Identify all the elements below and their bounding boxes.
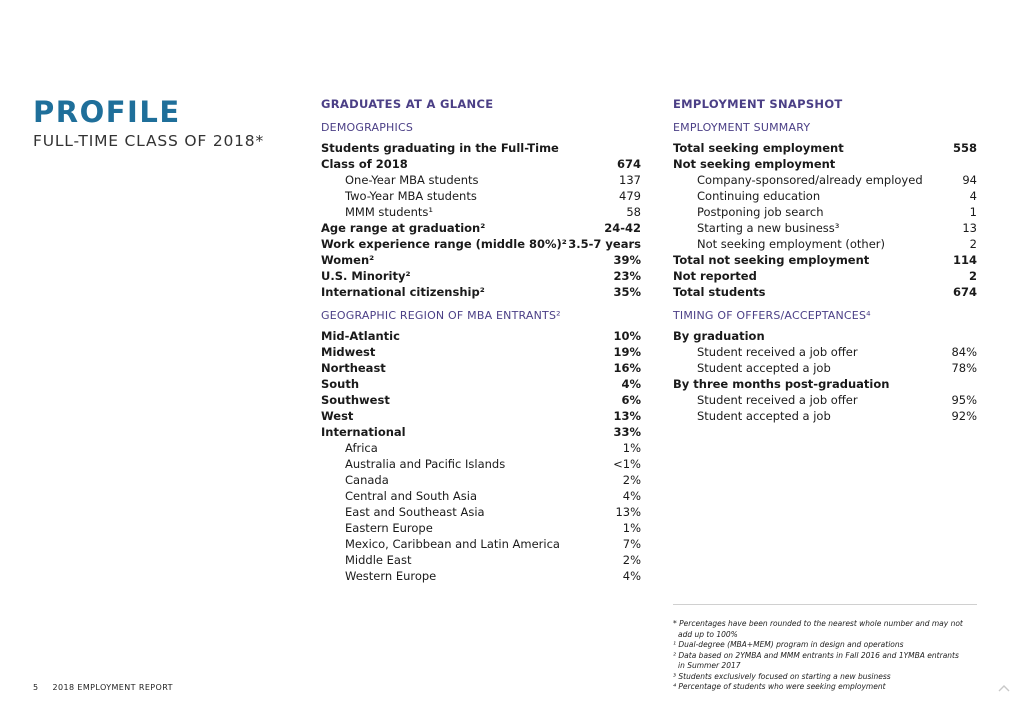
row-label: One-Year MBA students <box>345 173 479 187</box>
row-value: 23% <box>613 269 641 283</box>
table-row <box>321 252 641 268</box>
table-row <box>321 220 641 236</box>
table-row <box>321 424 641 440</box>
row-value: 1% <box>622 521 641 535</box>
row-label: Student accepted a job <box>697 409 831 423</box>
row-label: Northeast <box>321 361 386 375</box>
table-row <box>321 552 641 568</box>
row-value: 4% <box>622 489 641 503</box>
row-label: Canada <box>345 473 389 487</box>
row-label: Total students <box>673 285 766 299</box>
table-row <box>321 488 641 504</box>
row-value: 39% <box>613 253 641 267</box>
row-label: Work experience range (middle 80%)² <box>321 237 567 251</box>
page-subtitle: FULL-TIME CLASS OF 2018* <box>33 132 265 150</box>
footnote-line: ³ Students exclusively focused on starting a new business <box>673 671 891 681</box>
row-value: 35% <box>613 285 641 299</box>
row-value: 16% <box>613 361 641 375</box>
row-label: Company-sponsored/already employed <box>697 173 923 187</box>
row-label: Australia and Pacific Islands <box>345 457 506 471</box>
table-row <box>673 236 977 252</box>
demographics-table <box>321 140 641 300</box>
employment-snapshot-column <box>673 96 977 424</box>
row-label: Middle East <box>345 553 412 567</box>
table-row <box>321 188 641 204</box>
subheading-demographics: DEMOGRAPHICS <box>321 121 414 134</box>
table-row <box>321 392 641 408</box>
subheading-geographic-region: GEOGRAPHIC REGION OF MBA ENTRANTS² <box>321 309 561 322</box>
row-value: 95% <box>951 393 977 407</box>
footnotes <box>673 619 977 693</box>
table-row <box>673 344 977 360</box>
table-row <box>321 156 641 172</box>
table-row <box>673 220 977 236</box>
row-label: Not reported <box>673 269 757 283</box>
graduates-at-a-glance-column <box>321 96 641 584</box>
footnote-line: * Percentages have been rounded to the nearest whole number and may not <box>673 619 963 628</box>
row-label: Women² <box>321 253 375 267</box>
row-label: International citizenship² <box>321 285 485 299</box>
row-value: 4 <box>969 189 977 203</box>
row-label: Africa <box>345 441 378 455</box>
row-label: MMM students¹ <box>345 205 433 219</box>
row-value: 7% <box>622 537 641 551</box>
table-row <box>321 172 641 188</box>
row-label: Not seeking employment <box>673 157 836 171</box>
table-row <box>673 140 977 156</box>
table-row <box>321 328 641 344</box>
row-label: Students graduating in the Full-Time <box>321 141 559 155</box>
row-value: <1% <box>613 457 641 471</box>
table-row <box>673 204 977 220</box>
row-label: Student received a job offer <box>697 393 858 407</box>
row-value: 4% <box>621 377 641 391</box>
row-value: 92% <box>951 409 977 423</box>
subheading-timing-of-offers: TIMING OF OFFERS/ACCEPTANCES⁴ <box>673 309 871 322</box>
row-label: Midwest <box>321 345 376 359</box>
table-row <box>321 344 641 360</box>
row-label: Mid-Atlantic <box>321 329 400 343</box>
row-label: Western Europe <box>345 569 437 583</box>
table-row <box>321 472 641 488</box>
row-label: Two-Year MBA students <box>345 189 477 203</box>
row-value: 13% <box>613 409 641 423</box>
row-label: By three months post-graduation <box>673 377 890 391</box>
footnote-divider <box>673 604 977 605</box>
row-value: 94 <box>962 173 977 187</box>
footnote-line: add up to 100% <box>678 629 738 639</box>
table-row <box>673 360 977 376</box>
table-row <box>673 408 977 424</box>
row-value: 10% <box>613 329 641 343</box>
subheading-employment-summary: EMPLOYMENT SUMMARY <box>673 121 811 134</box>
row-value: 24-42 <box>604 221 641 235</box>
row-label: Central and South Asia <box>345 489 477 503</box>
timing-of-offers-table <box>673 328 977 424</box>
row-value: 6% <box>621 393 641 407</box>
table-row <box>321 456 641 472</box>
row-label: Student received a job offer <box>697 345 858 359</box>
table-row <box>321 568 641 584</box>
row-label: Age range at graduation² <box>321 221 486 235</box>
row-label: South <box>321 377 360 391</box>
row-label: Student accepted a job <box>697 361 831 375</box>
page-footer <box>33 683 173 692</box>
row-label: By graduation <box>673 329 765 343</box>
table-row <box>673 252 977 268</box>
section-heading-glance: GRADUATES AT A GLANCE <box>321 97 494 111</box>
row-value: 58 <box>626 205 641 219</box>
row-value: 78% <box>951 361 977 375</box>
table-row <box>321 204 641 220</box>
row-value: 2 <box>969 237 977 251</box>
row-value: 3.5-7 years <box>568 237 641 251</box>
row-label: Starting a new business³ <box>697 221 840 235</box>
row-value: 2% <box>622 553 641 567</box>
geographic-region-table <box>321 328 641 584</box>
table-row <box>321 536 641 552</box>
row-value: 2 <box>968 269 977 283</box>
row-value: 674 <box>616 157 641 171</box>
row-value: 4% <box>622 569 641 583</box>
table-row <box>321 408 641 424</box>
row-value: 137 <box>619 173 641 187</box>
table-row <box>673 376 977 392</box>
page-number: 5 <box>33 683 39 692</box>
table-row <box>321 360 641 376</box>
employment-summary-table <box>673 140 977 300</box>
row-label: Eastern Europe <box>345 521 433 535</box>
row-value: 19% <box>613 345 641 359</box>
table-row <box>673 188 977 204</box>
row-value: 1% <box>622 441 641 455</box>
row-label: Not seeking employment (other) <box>697 237 885 251</box>
table-row <box>673 172 977 188</box>
table-row <box>321 268 641 284</box>
table-row <box>321 236 641 252</box>
table-row <box>321 440 641 456</box>
footnote-line: ⁴ Percentage of students who were seeking employment <box>673 682 886 691</box>
row-label: Total seeking employment <box>673 141 844 155</box>
row-value: 674 <box>952 285 977 299</box>
row-label: Mexico, Caribbean and Latin America <box>345 537 560 551</box>
row-label: Class of 2018 <box>321 157 408 171</box>
row-value: 84% <box>951 345 977 359</box>
row-value: 558 <box>952 141 977 155</box>
table-row <box>321 520 641 536</box>
section-heading-snapshot: EMPLOYMENT SNAPSHOT <box>673 97 843 111</box>
row-value: 1 <box>969 205 977 219</box>
chevron-up-icon[interactable] <box>998 684 1010 692</box>
row-label: East and Southeast Asia <box>345 505 485 519</box>
footnote-line: ¹ Dual-degree (MBA+MEM) program in design and operations <box>673 640 904 649</box>
row-label: International <box>321 425 406 439</box>
row-label: Postponing job search <box>697 205 824 219</box>
table-row <box>673 392 977 408</box>
row-label: Continuing education <box>697 189 821 203</box>
row-value: 13 <box>962 221 977 235</box>
table-row <box>673 268 977 284</box>
row-label: Total not seeking employment <box>673 253 870 267</box>
row-label: West <box>321 409 354 423</box>
table-row <box>673 156 977 172</box>
row-value: 2% <box>622 473 641 487</box>
row-value: 33% <box>613 425 641 439</box>
page-title: PROFILE <box>33 95 181 129</box>
table-row <box>321 376 641 392</box>
row-value: 114 <box>952 253 977 267</box>
table-row <box>321 140 641 156</box>
report-title: 2018 EMPLOYMENT REPORT <box>52 683 173 692</box>
table-row <box>673 284 977 300</box>
footnote-line: ² Data based on 2YMBA and MMM entrants in Fall 2016 and 1YMBA entrants <box>673 650 959 660</box>
row-value: 13% <box>615 505 641 519</box>
row-label: Southwest <box>321 393 390 407</box>
table-row <box>321 504 641 520</box>
footnote-line: in Summer 2017 <box>678 661 741 670</box>
row-value: 479 <box>619 189 641 203</box>
table-row <box>321 284 641 300</box>
row-label: U.S. Minority² <box>321 269 411 283</box>
table-row <box>673 328 977 344</box>
